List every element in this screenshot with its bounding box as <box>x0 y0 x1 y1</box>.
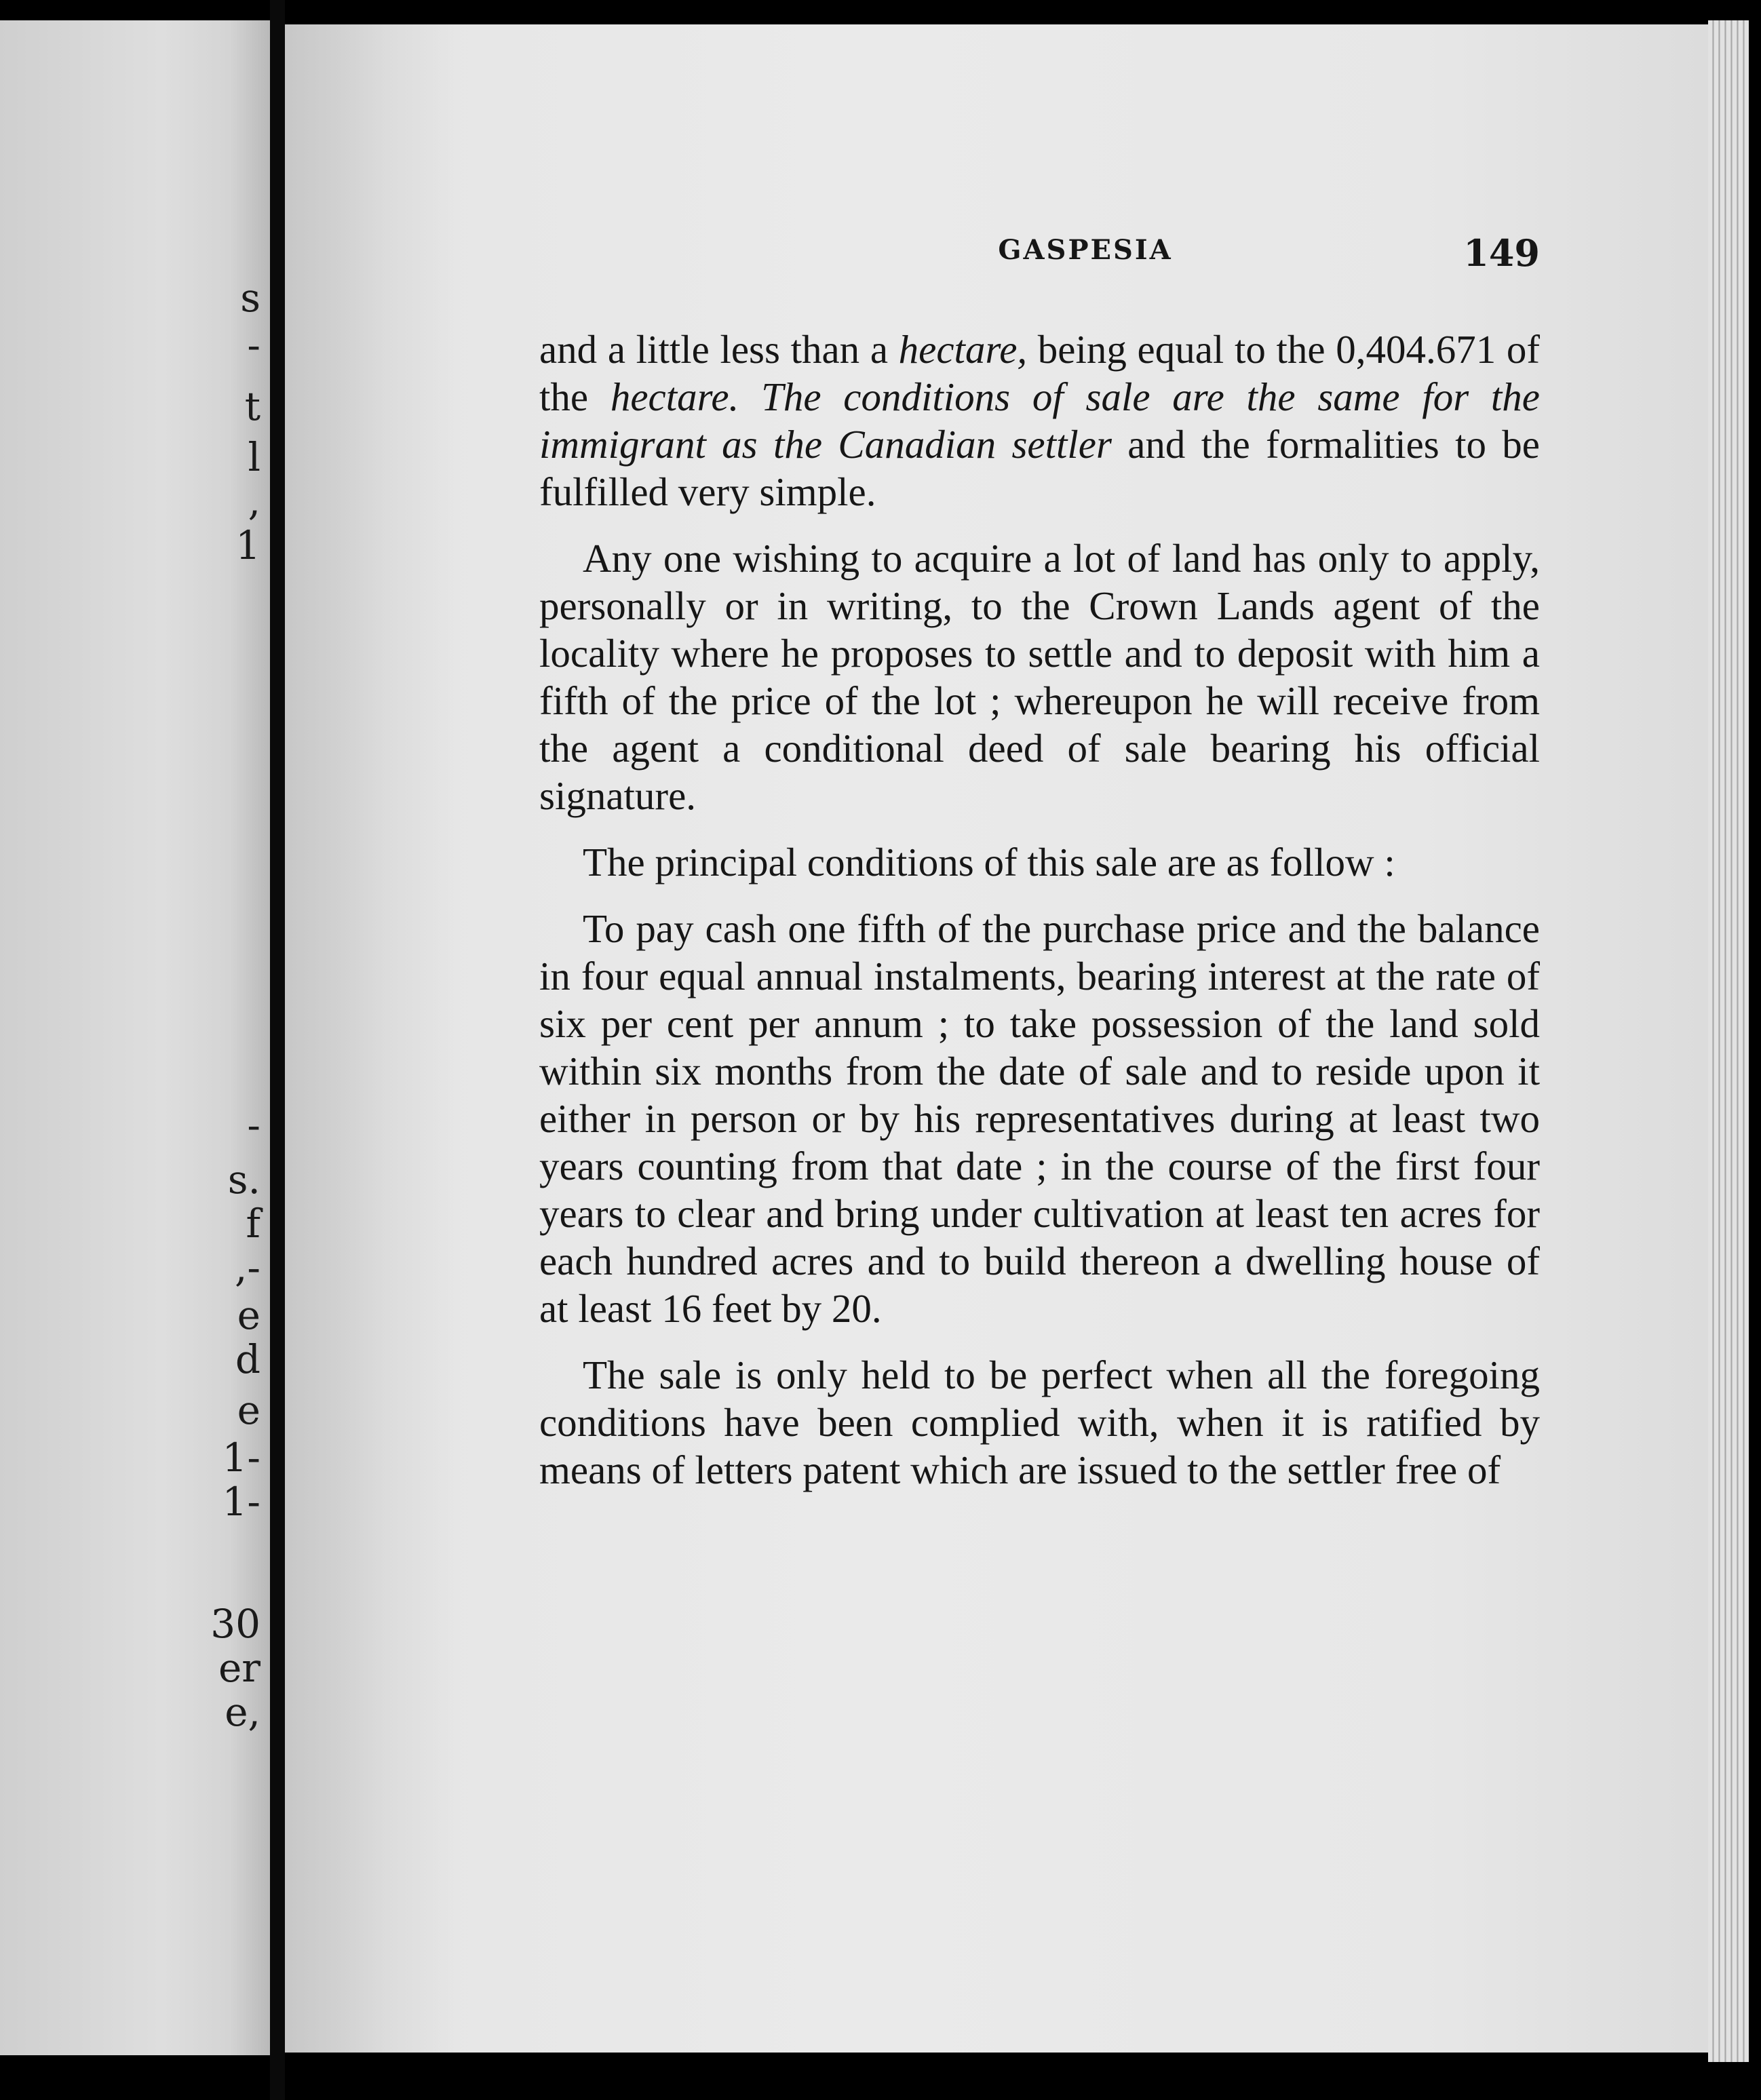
left-page-fragment: e <box>237 1292 260 1338</box>
book-gutter <box>270 0 285 2100</box>
left-page-fragment: s. <box>227 1156 260 1203</box>
left-page-fragment: 30 <box>210 1601 260 1647</box>
left-page-fragment: - <box>247 1102 260 1148</box>
left-page-fragment: - <box>247 322 260 368</box>
italic-text: The conditions of sale are the same for the immigrant as the Canadian settler <box>539 374 1540 467</box>
page-edges <box>1708 20 1749 2062</box>
left-page-fragment: er <box>218 1645 260 1691</box>
text-run: being equal to the 0,404.671 of the <box>539 327 1540 419</box>
left-page-fragment: e <box>237 1387 260 1433</box>
text-run: To pay cash one fifth of the purchase price and the balance in four equal annual instalments, bearing interest at the rate of six per cent per annum ; to take possession of the land sold within six months from the date of sale and to reside upon it either in person or by his representatives during at least two years counting from that date ; in the course of the first four years to clear and bring under cultivation at least ten acres for each hundred acres and to build thereon a dwelling house of at least 16 feet by 20. <box>539 906 1540 1331</box>
text-run: The sale is only held to be perfect when all the foregoing conditions have been complied with, when it is ratified by means of letters patent which are issued to the settler free of <box>539 1353 1540 1492</box>
page-header <box>543 231 1560 281</box>
left-page-fragment: l <box>248 434 260 480</box>
italic-text: hectare, <box>898 327 1028 372</box>
text-run: The principal conditions of this sale are as follow : <box>583 840 1395 884</box>
paragraph <box>539 838 1540 886</box>
paragraph <box>539 905 1540 1332</box>
left-page-fragment: , <box>248 478 260 524</box>
left-page-fragment: 1- <box>222 1435 260 1481</box>
paragraph <box>539 1351 1540 1494</box>
left-page-fragment: f <box>246 1201 260 1247</box>
left-page-fragment: d <box>235 1336 260 1382</box>
text-run <box>739 374 761 419</box>
left-page-fragment: 1 <box>235 522 260 568</box>
running-head: GASPESIA <box>998 234 1173 266</box>
paragraph <box>539 326 1540 516</box>
italic-text: hectare. <box>610 374 739 419</box>
left-page-fragment: t <box>244 383 260 429</box>
left-page-fragment: ,- <box>234 1245 260 1291</box>
text-run: and a little less than a <box>539 327 899 372</box>
left-page-fragment: e, <box>225 1689 260 1735</box>
page-shadow <box>285 24 461 2053</box>
text-run: Any one wishing to acquire a lot of land has only to apply, personally or in writing, to the Crown Lands agent of the locality where he proposes to settle and to deposit with him a fifth of the price of the lot ; whereupon he will receive from the agent a conditional deed of sale bearing his official signature. <box>539 536 1540 818</box>
paragraph <box>539 534 1540 819</box>
page-number: 149 <box>1463 231 1540 275</box>
left-page-fragment: s <box>240 275 260 321</box>
left-page <box>0 20 270 2055</box>
body-text <box>539 326 1540 1513</box>
left-page-fragment: 1- <box>222 1479 260 1525</box>
left-page-text-fragments <box>210 20 260 2055</box>
text-run: and the formalities to be fulfilled very simple. <box>539 422 1540 514</box>
